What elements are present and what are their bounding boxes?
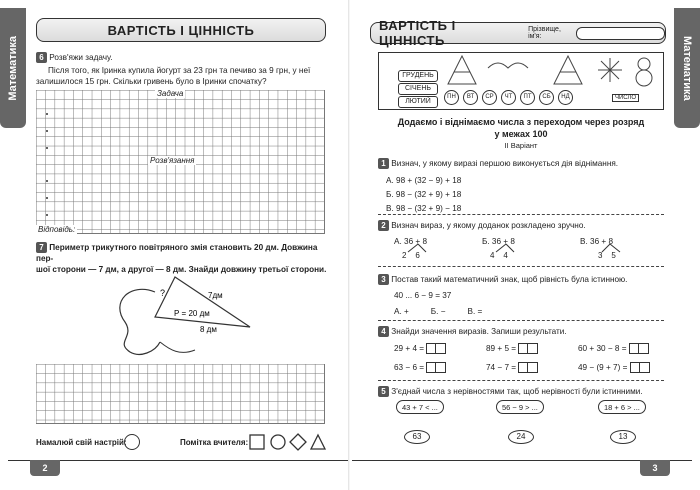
- r-task4-item: [486, 343, 538, 354]
- r-task3-number: 3: [378, 274, 389, 285]
- date-label[interactable]: ЧИСЛО: [612, 94, 639, 102]
- answer-box[interactable]: [528, 362, 538, 373]
- kite-tail: [160, 342, 195, 352]
- r-task5: [378, 386, 668, 397]
- footer-mood-label: Намалюй свій настрій:: [36, 438, 127, 447]
- decomposition-branches: [400, 242, 660, 254]
- expr: 29 + 4 =: [394, 344, 425, 353]
- r-task4-number: 4: [378, 326, 389, 337]
- kite-string: [120, 289, 160, 354]
- r-task4-item: [578, 362, 650, 373]
- r-task1-text: Визнач, у якому виразі першою виконується дія віднімання.: [391, 159, 619, 168]
- heading-line2: у межах 100: [494, 129, 548, 139]
- r-task3-option-a[interactable]: А. +: [394, 307, 409, 317]
- weekday-thu[interactable]: ЧТ: [501, 90, 516, 105]
- r-task5-text: З'єднай числа з нерівностями так, щоб нерівності були істинними.: [391, 387, 643, 396]
- heading-line1: Додаємо і віднімаємо числа з переходом через розряд: [397, 117, 645, 127]
- grid-label-answer: Відповідь:: [38, 225, 76, 234]
- part: 4: [490, 251, 495, 260]
- expr: 63 − 6 =: [394, 363, 425, 372]
- answer-box[interactable]: [528, 343, 538, 354]
- triangle-mark[interactable]: [311, 435, 325, 449]
- answer-box[interactable]: [426, 343, 436, 354]
- r-task5-number: 5: [378, 386, 389, 397]
- circle-mark[interactable]: [271, 435, 285, 449]
- separator: [378, 380, 664, 381]
- r-task4-item: [394, 362, 446, 373]
- weekday-mon[interactable]: ПН: [444, 90, 459, 105]
- separator: [378, 266, 664, 267]
- task7: [36, 242, 336, 275]
- expr: 49 − (9 + 7) =: [578, 363, 628, 372]
- r-task2: [378, 220, 668, 231]
- expr: 74 − 7 =: [486, 363, 517, 372]
- part: 2: [402, 251, 407, 260]
- part: 4: [503, 251, 508, 260]
- answer-box[interactable]: [518, 343, 528, 354]
- r-task3-text: Постав такий математичний знак, щоб рівність була істинною.: [391, 275, 628, 284]
- month-december[interactable]: ГРУДЕНЬ: [398, 70, 438, 82]
- branch-c: [602, 244, 620, 252]
- grid-dot: [46, 180, 48, 182]
- r-task4-item: [394, 343, 446, 354]
- variant-label: ІІ Варіант: [504, 141, 538, 150]
- expr: 60 + 30 − 8 =: [578, 344, 627, 353]
- answer-box[interactable]: [630, 362, 640, 373]
- separator: [378, 320, 664, 321]
- diamond-mark[interactable]: [290, 434, 306, 450]
- weekday-wed[interactable]: СР: [482, 90, 497, 105]
- winter-illustration: [440, 54, 664, 90]
- r-task2-number: 2: [378, 220, 389, 231]
- tree-icon: [554, 56, 582, 84]
- inequality-1[interactable]: 43 + 7 < ...: [396, 400, 444, 414]
- answer-box[interactable]: [436, 362, 446, 373]
- month-february[interactable]: ЛЮТИЙ: [398, 96, 438, 108]
- r-task1-option-b[interactable]: Б. 98 − (32 + 9) + 18: [386, 190, 462, 200]
- r-task3: [378, 274, 668, 317]
- r-task4-text: Знайди значення виразів. Запиши результати.: [391, 327, 567, 336]
- r-task4: [378, 326, 668, 337]
- branch-b: [496, 244, 514, 252]
- left-page-title: ВАРТІСТЬ І ЦІННІСТЬ: [107, 22, 255, 38]
- snowman-icon: [638, 58, 650, 70]
- r-task2-expr-b: Б. 36 + 8: [482, 237, 515, 246]
- part: 6: [415, 251, 420, 260]
- grid-dot: [46, 130, 48, 132]
- number-24[interactable]: 24: [508, 430, 534, 444]
- footer-teacher-label: Помітка вчителя:: [180, 438, 249, 447]
- kite-side2: 8 дм: [200, 325, 217, 334]
- answer-box[interactable]: [518, 362, 528, 373]
- separator: [378, 214, 664, 215]
- left-page-number: 2: [30, 460, 60, 476]
- number-13[interactable]: 13: [610, 430, 636, 444]
- grid-dot: [46, 147, 48, 149]
- kite-perimeter: Р = 20 дм: [174, 309, 210, 318]
- month-january[interactable]: СІЧЕНЬ: [398, 83, 438, 95]
- grid-dot: [46, 214, 48, 216]
- right-page-title: ВАРТІСТЬ І ЦІННІСТЬ: [379, 18, 456, 48]
- name-field[interactable]: [576, 27, 665, 40]
- r-task1: [378, 158, 668, 216]
- right-page-number: 3: [640, 460, 670, 476]
- task6-number: 6: [36, 52, 47, 63]
- task6: [36, 52, 336, 87]
- answer-box[interactable]: [629, 343, 639, 354]
- kite-unknown: ?: [160, 288, 166, 298]
- r-task1-number: 1: [378, 158, 389, 169]
- snowman-body: [636, 70, 652, 86]
- r-task2-text: Визнач вираз, у якому доданок розкладено зручно.: [391, 221, 586, 230]
- task7-grid[interactable]: [36, 364, 325, 424]
- snowflake-icon: [598, 58, 622, 82]
- r-task3-option-b[interactable]: Б. −: [430, 307, 446, 317]
- teacher-marks: [248, 432, 328, 452]
- right-heading: [378, 116, 664, 152]
- left-title-banner: [36, 18, 326, 42]
- weekday-fri[interactable]: ПТ: [520, 90, 535, 105]
- branch-a: [408, 244, 426, 252]
- answer-box[interactable]: [426, 362, 436, 373]
- expr: 89 + 5 =: [486, 344, 517, 353]
- number-63[interactable]: 63: [404, 430, 430, 444]
- grid-label-problem: Задача: [157, 89, 184, 98]
- answer-box[interactable]: [640, 362, 650, 373]
- right-title-banner: [370, 18, 666, 48]
- kite-triangle: [155, 277, 250, 327]
- r-task2-expr-c: В. 36 + 8: [580, 237, 614, 246]
- task7-number: 7: [36, 242, 47, 253]
- cloud-icon: [488, 63, 528, 68]
- answer-box[interactable]: [436, 343, 446, 354]
- part: 5: [611, 251, 616, 260]
- weekday-sun[interactable]: НД: [558, 90, 573, 105]
- answer-box[interactable]: [639, 343, 649, 354]
- task7-text1: Периметр трикутного повітряного змія становить 20 дм. Довжина пер-: [36, 243, 318, 264]
- inequality-2[interactable]: 56 − 9 > ...: [496, 400, 544, 414]
- task6-label: Розв'яжи задачу.: [49, 53, 113, 62]
- task6-text1: Після того, як Іринка купила йогурт за 23 грн та печиво за 9 грн, у неї: [48, 66, 311, 76]
- right-side-tab-label: Математика: [681, 35, 693, 101]
- kite-side1: 7дм: [208, 291, 223, 300]
- square-mark[interactable]: [250, 435, 264, 449]
- r-task3-option-c[interactable]: В. =: [467, 307, 483, 317]
- r-task2-expr-a: А. 36 + 8: [394, 237, 428, 246]
- weekday-tue[interactable]: ВТ: [463, 90, 478, 105]
- right-side-tab: [674, 8, 700, 128]
- kite-figure: [100, 272, 270, 362]
- task7-text2: шої сторони — 7 дм, а другої — 8 дм. Знайди довжину третьої сторони.: [36, 265, 327, 275]
- name-label: Прізвище, ім'я:: [528, 26, 561, 40]
- grid-label-solution: Розв'язання: [150, 156, 195, 165]
- part: 3: [598, 251, 603, 260]
- weekday-sat[interactable]: СБ: [539, 90, 554, 105]
- r-task4-item: [486, 362, 538, 373]
- left-side-tab-label: Математика: [7, 35, 19, 101]
- mood-circle[interactable]: [124, 434, 140, 450]
- r-task1-option-c[interactable]: В. 98 − (32 + 9) − 18: [386, 204, 462, 214]
- r-task3-expression: 40 ... 6 − 9 = 37: [394, 291, 452, 301]
- r-task4-item: [578, 343, 649, 354]
- inequality-3[interactable]: 18 + 6 > ...: [598, 400, 646, 414]
- left-side-tab: [0, 8, 26, 128]
- task6-text2: залишилося 15 грн. Скільки гривень було в Іринки спочатку?: [36, 77, 267, 87]
- grid-dot: [46, 197, 48, 199]
- weekday-row: [444, 90, 577, 105]
- r-task1-option-a[interactable]: А. 98 + (32 − 9) + 18: [386, 176, 462, 186]
- grid-dot: [46, 113, 48, 115]
- tree-icon: [448, 56, 476, 84]
